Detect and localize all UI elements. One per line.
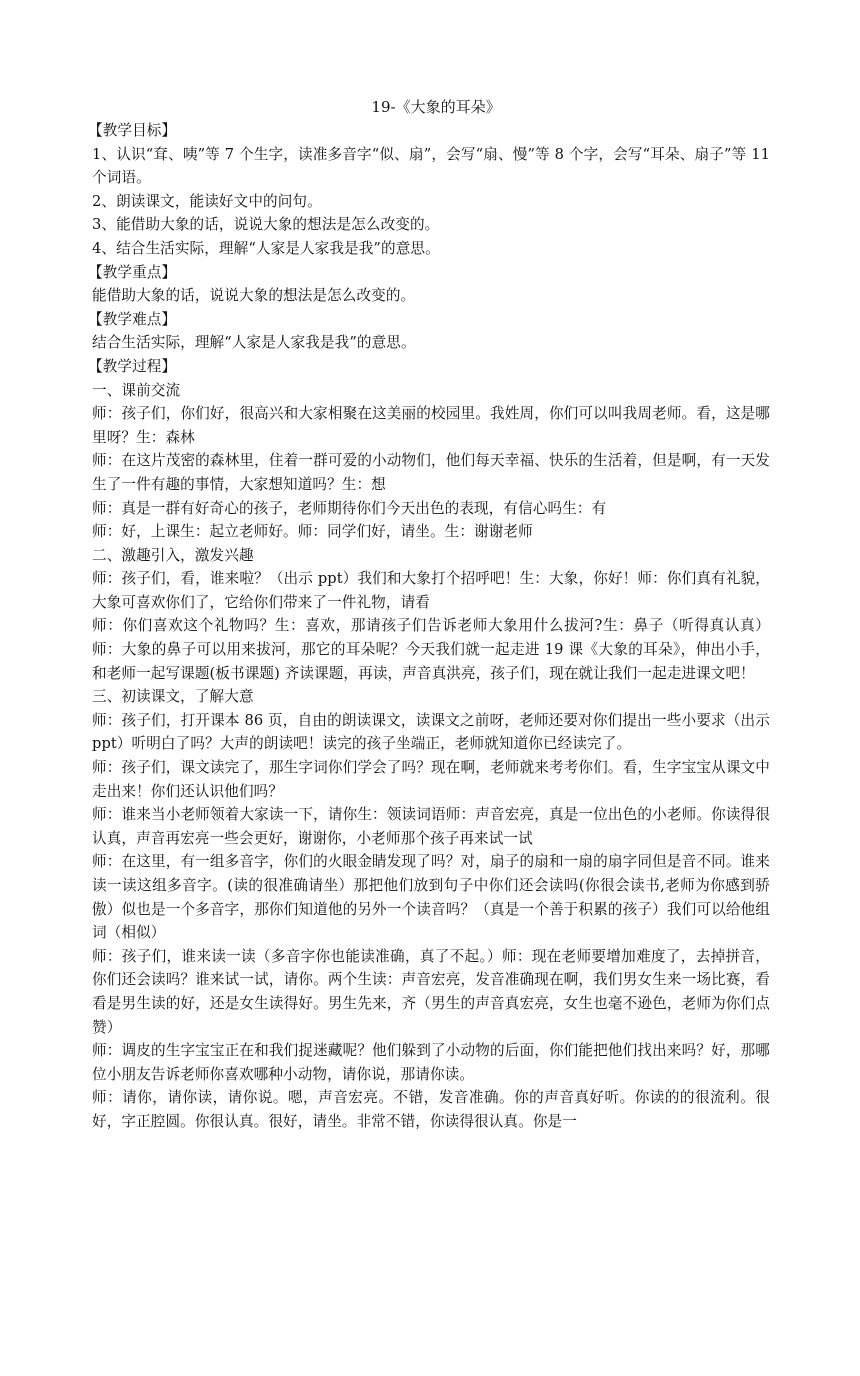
section-heading: 【教学难点】 <box>88 310 177 328</box>
paragraph: 一、课前交流 <box>92 381 181 399</box>
section-heading: 【教学目标】 <box>88 122 177 139</box>
paragraph: 师：调皮的生字宝宝正在和我们捉迷藏呢？他们躲到了小动物的后面，你们能把他们找出来吗？好，那哪位小朋友告诉老师你喜欢哪种小动物，请你说，那请你读。 <box>92 1042 770 1083</box>
paragraph: 师：在这里，有一组多音字，你们的火眼金睛发现了吗？对，扇子的扇和一扇的扇字同但是音不同。谁来读一读这组多音字。(读的很准确请坐）那把他们放到句子中你们还会读吗(你很会读书,老师为你感到骄傲）似也是一个多音字，那你们知道他的另外一个读音吗？（真是一个善于积累的孩子）我们可以给他组词（相似） <box>92 853 770 942</box>
paragraph: 能借助大象的话，说说大象的想法是怎么改变的。 <box>92 287 416 305</box>
paragraph: 4、结合生活实际，理解“人家是人家我是我”的意思。 <box>92 239 440 257</box>
paragraph: 师：请你，请你读，请你说。嗯，声音宏亮。不错，发音准确。你的声音真好听。你读的的很流利。很好，字正腔圆。你很认真。很好，请坐。非常不错，你读得很认真。你是一 <box>92 1089 770 1130</box>
paragraph: 二、激趣引入，激发兴趣 <box>92 546 254 564</box>
paragraph: 结合生活实际，理解“人家是人家我是我”的意思。 <box>92 334 416 352</box>
paragraph: 1、认识“耷、咦”等 7 个生字，读准多音字“似、扇”，会写“扇、慢”等 8 个字，会写“耳朵、扇子”等 11 个词语。 <box>92 145 770 187</box>
paragraph: 师：谁来当小老师领着大家读一下，请你生：领读词语师：声音宏亮，真是一位出色的小老师。你读得很认真，声音再宏亮一些会更好，谢谢你，小老师那个孩子再来试一试 <box>92 806 770 847</box>
section-heading: 【教学过程】 <box>88 357 177 375</box>
document-body <box>88 119 770 1134</box>
paragraph: 师：好，上课生：起立老师好。师：同学们好，请坐。生：谢谢老师 <box>92 523 533 541</box>
section-heading: 【教学重点】 <box>88 263 177 281</box>
paragraph: 师：真是一群有好奇心的孩子，老师期待你们今天出色的表现，有信心吗生：有 <box>92 499 607 517</box>
paragraph: 师：孩子们，你们好，很高兴和大家相聚在这美丽的校园里。我姓周，你们可以叫我周老师。看，这是哪里呀？生：森林 <box>92 405 770 446</box>
paragraph: 3、能借助大象的话，说说大象的想法是怎么改变的。 <box>92 216 440 234</box>
paragraph: 师：孩子们，看，谁来啦？（出示 ppt）我们和大象打个招呼吧！生：大象，你好！师：你们真有礼貌，大象可喜欢你们了，它给你们带来了一件礼物，请看 <box>92 570 770 611</box>
paragraph: 师：你们喜欢这个礼物吗？生：喜欢，那请孩子们告诉老师大象用什么拔河?生：鼻子（听得真认真）师：大象的鼻子可以用来拔河，那它的耳朵呢？今天我们就一起走进 19 课《大象的耳朵》，伸出小手，和老师一起写课题(板书课题) 齐读课题，再读，声音真洪亮，孩子们，现在就让我们一起走进课文吧！ <box>92 617 770 682</box>
paragraph: 三、初读课文，了解大意 <box>92 688 254 706</box>
paragraph: 师：孩子们，课文读完了，那生字词你们学会了吗？现在啊，老师就来考考你们。看，生字宝宝从课文中走出来！你们还认识他们吗？ <box>92 759 770 800</box>
document-title: 19-《大象的耳朵》 <box>371 98 501 116</box>
paragraph: 2、朗读课文，能读好文中的问句。 <box>92 192 322 210</box>
paragraph: 师：孩子们，打开课本 86 页，自由的朗读课文，读课文之前呀，老师还要对你们提出一些小要求（出示 ppt）听明白了吗？大声的朗读吧！读完的孩子坐端正，老师就知道你已经读完了。 <box>92 711 770 753</box>
paragraph: 师：孩子们，谁来读一读（多音字你也能读准确，真了不起。）师：现在老师要增加难度了，去掉拼音，你们还会读吗？谁来试一试，请你。两个生读：声音宏亮，发音准确现在啊，我们男女生来一场比赛，看看是男生读的好，还是女生读得好。男生先来，齐（男生的声音真宏亮，女生也毫不逊色，老师为你们点赞） <box>92 947 770 1036</box>
paragraph: 师：在这片茂密的森林里，住着一群可爱的小动物们，他们每天幸福、快乐的生活着，但是啊，有一天发生了一件有趣的事情，大家想知道吗？生：想 <box>92 452 770 493</box>
